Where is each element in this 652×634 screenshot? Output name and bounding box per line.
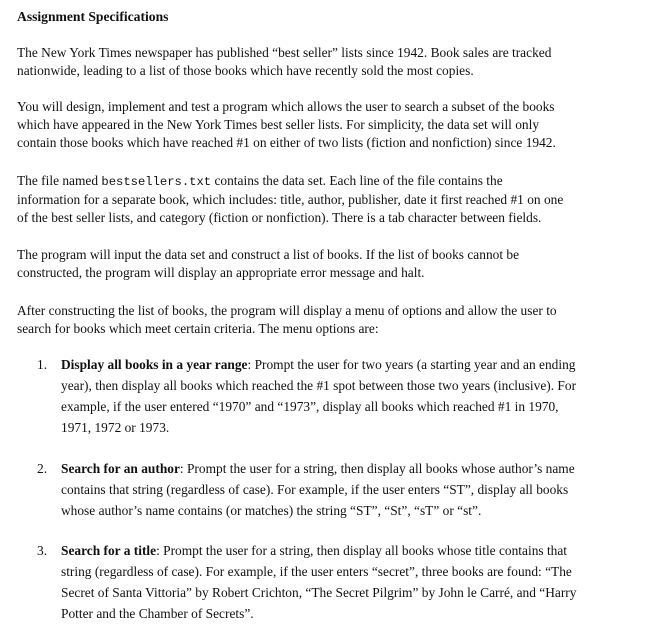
text-line: nationwide, leading to a list of those books which have recently sold the most copies. [17,63,474,78]
text-line: constructed, the program will display an appropriate error message and halt. [17,265,425,280]
text-fragment: : Prompt the user for two years (a starting year and an ending [247,357,576,372]
text-line: which have appeared in the New York Times best seller lists. For simplicity, the data set will only [17,117,540,132]
text-line: string (regardless of case). For example, if the user enters “secret”, three books are found: “The [61,564,572,579]
text-line [61,354,576,375]
paragraph-intro [17,44,551,80]
list-item-number: 2. [37,461,48,476]
text-line: 1971, 1972 or 1973. [61,420,170,435]
text-fragment: The file named [17,173,102,188]
option-title: Display all books in a year range [61,357,248,372]
text-line [61,458,575,479]
text-line: example, if the user entered “1970” and “1973”, display all books which reached #1 in 1970, [61,399,559,414]
text-line: The New York Times newspaper has published “best seller” lists since 1942. Book sales are tracked [17,45,552,60]
text-line [61,540,576,561]
section-heading: Assignment Specifications [17,9,169,24]
list-item-number: 3. [37,543,48,558]
list-item-body [61,540,576,624]
text-line: Potter and the Chamber of Secrets”. [61,606,254,621]
text-fragment: : Prompt the user for a string, then display all books whose title contains that [156,543,568,558]
option-title: Search for a title [61,543,157,558]
text-line: search for books which meet certain criteria. The menu options are: [17,321,379,336]
text-line: whose author’s name contains (or matches) the string “ST”, “St”, “sT” or “st”. [61,503,482,518]
text-line: of the best seller lists, and category (fiction or nonfiction). There is a tab character between fields. [17,210,542,225]
text-fragment: : Prompt the user for a string, then display all books whose author’s name [179,461,575,476]
text-line [17,172,563,191]
paragraph-input-behavior [17,246,519,282]
text-line: The program will input the data set and construct a list of books. If the list of books cannot be [17,247,520,262]
list-item-body [61,354,576,438]
text-line: contains that string (regardless of case). For example, if the user enters “ST”, display all books [61,482,569,497]
text-line: After constructing the list of books, the program will display a menu of options and allow the user to [17,303,557,318]
filename-code: bestsellers.txt [101,175,212,189]
list-item-body [61,458,575,521]
text-line: information for a separate book, which includes: title, author, publisher, date it first reached #1 on one [17,192,564,207]
text-line: contain those books which have reached #1 on either of two lists (fiction and nonfiction) since 1942. [17,135,556,150]
paragraph-program-description [17,98,556,152]
paragraph-data-file [17,172,563,227]
text-fragment: contains the data set. Each line of the file contains the [211,173,503,188]
list-item-number: 1. [37,357,48,372]
text-line: You will design, implement and test a program which allows the user to search a subset of the books [17,99,555,114]
text-line: year), then display all books which reached the #1 spot between those two years (inclusive). For [61,378,577,393]
option-title: Search for an author [61,461,180,476]
paragraph-menu-intro [17,302,557,338]
text-line: Secret of Santa Vittoria” by Robert Crichton, “The Secret Pilgrim” by John le Carré, and “Harry [61,585,577,600]
